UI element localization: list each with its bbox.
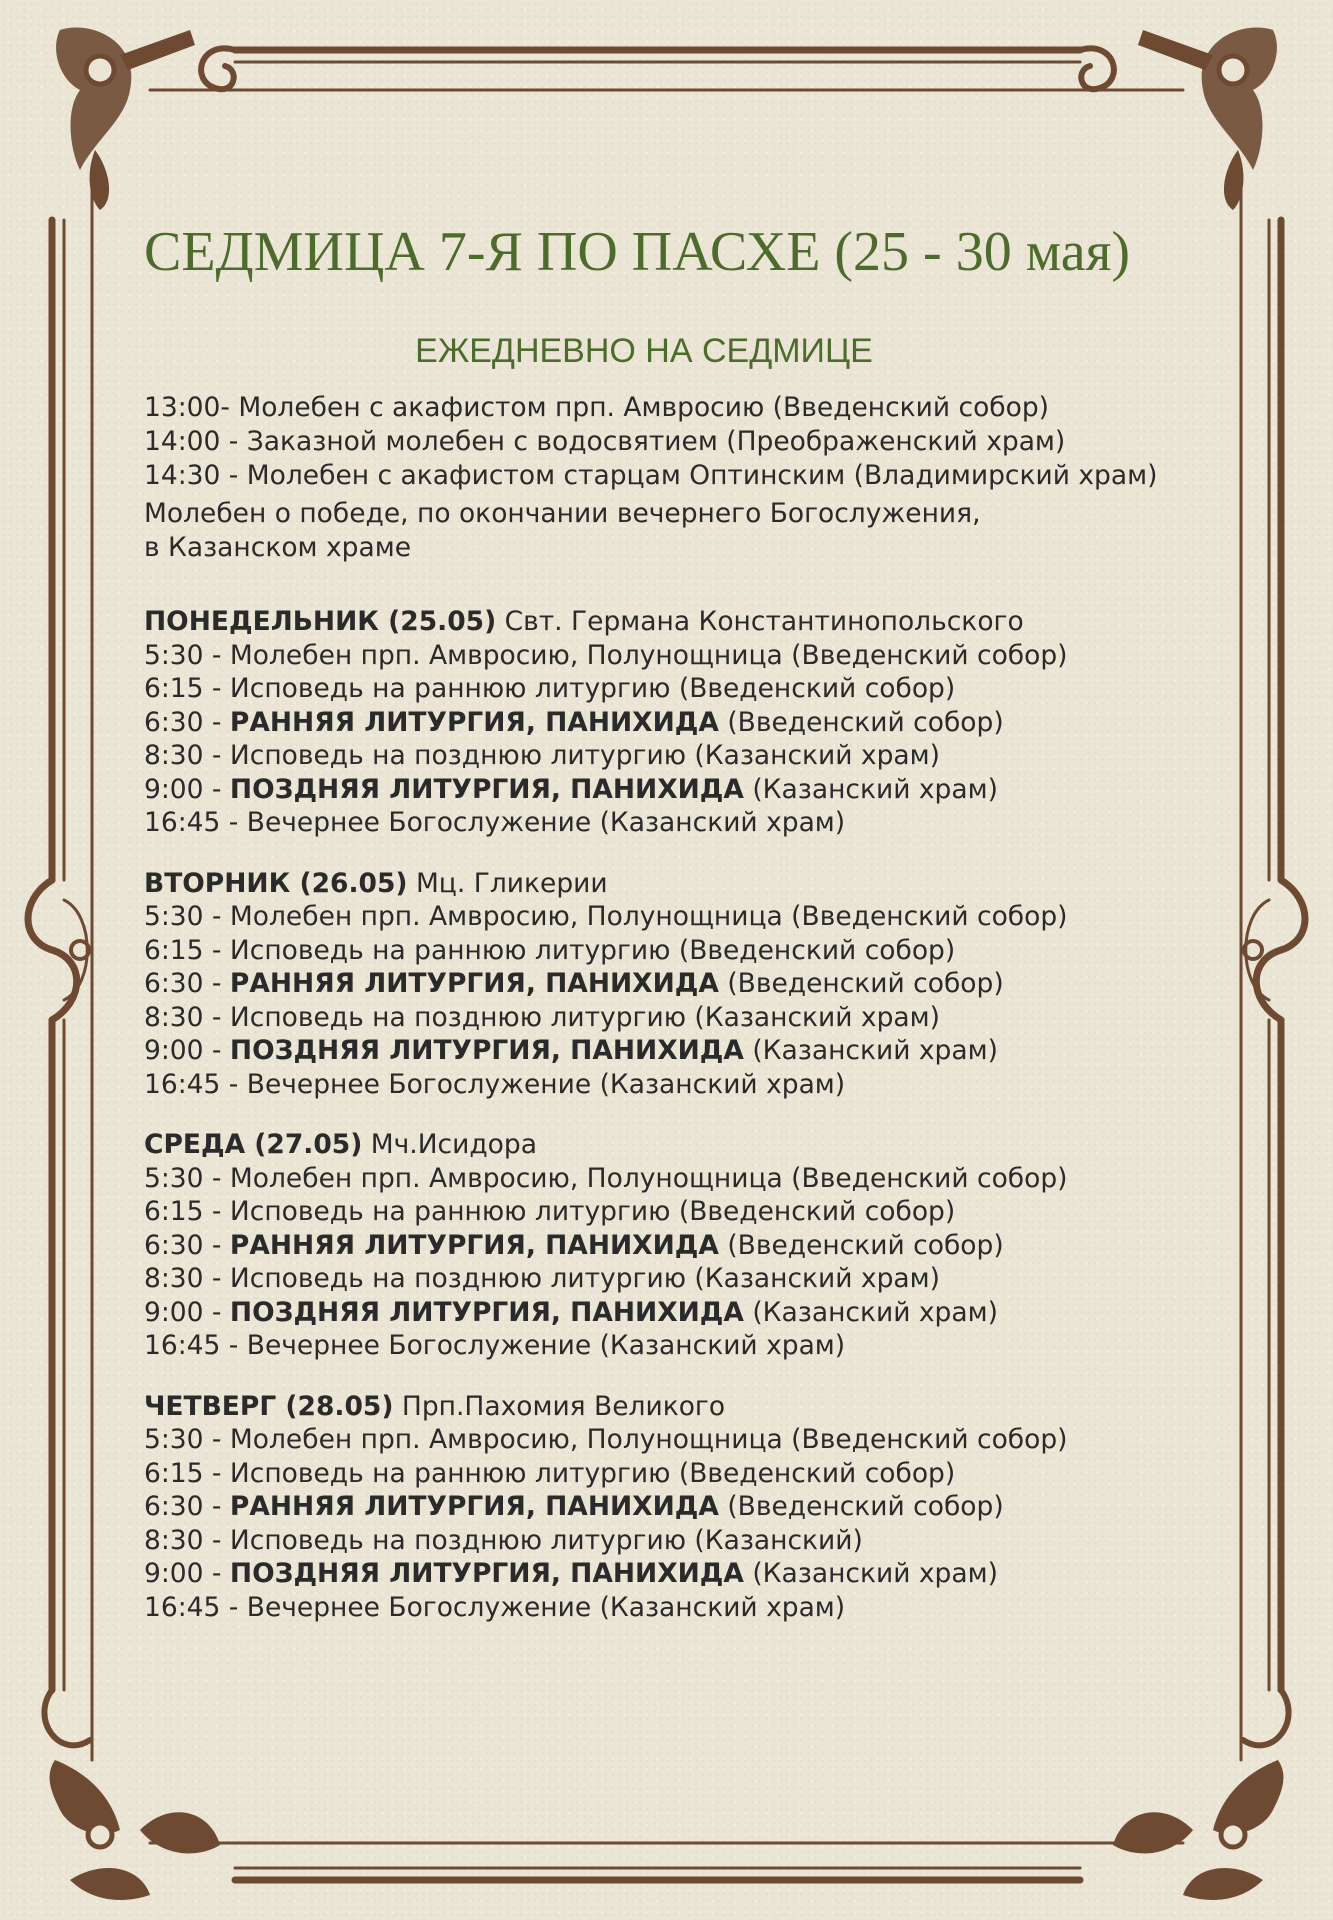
day-block-monday — [144, 605, 1224, 840]
service-line: 16:45 - Вечернее Богослужение (Казанский храм) — [144, 1068, 846, 1100]
service-line: 6:30 - РАННЯЯ ЛИТУРГИЯ, ПАНИХИДА (Введенский собор) — [144, 706, 1004, 738]
day-heading — [144, 1390, 1224, 1424]
day-name: ЧЕТВЕРГ (28.05) — [144, 1390, 394, 1422]
service-line: 9:00 - ПОЗДНЯЯ ЛИТУРГИЯ, ПАНИХИДА (Казанский храм) — [144, 1035, 998, 1066]
page-title: СЕДМИЦА 7-Я ПО ПАСХЕ (25 - 30 мая) — [144, 221, 1131, 283]
daily-item: 14:30 - Молебен с акафистом старцам Оптинским (Владимирский храм) — [144, 460, 1158, 491]
service-line: 5:30 - Молебен прп. Амвросию, Полунощница (Введенский собор) — [144, 901, 1068, 932]
daily-note-line: Молебен о победе, по окончании вечернего Богослужения, — [144, 498, 981, 529]
service-line: 8:30 - Исповедь на позднюю литургию (Казанский храм) — [144, 1001, 940, 1033]
day-heading — [144, 867, 1224, 901]
day-heading — [144, 1128, 1224, 1162]
service-line: 6:15 - Исповедь на раннюю литургию (Введенский собор) — [144, 934, 956, 966]
day-saint: Свт. Германа Константинопольского — [496, 606, 1024, 637]
service-line: 16:45 - Вечернее Богослужение (Казанский храм) — [144, 807, 846, 838]
daily-note-line: в Казанском храме — [144, 532, 411, 563]
service-line: 8:30 - Исповедь на позднюю литургию (Казанский) — [144, 1524, 863, 1556]
service-line: 9:00 - ПОЗДНЯЯ ЛИТУРГИЯ, ПАНИХИДА (Казанский храм) — [144, 1558, 998, 1589]
service-line: 6:30 - РАННЯЯ ЛИТУРГИЯ, ПАНИХИДА (Введенский собор) — [144, 1491, 1004, 1522]
service-line: 6:15 - Исповедь на раннюю литургию (Введенский собор) — [144, 673, 956, 704]
day-block-wednesday — [144, 1128, 1224, 1363]
service-line: 6:15 - Исповедь на раннюю литургию (Введенский собор) — [144, 1457, 956, 1489]
service-line: 5:30 - Молебен прп. Амвросию, Полунощница (Введенский собор) — [144, 639, 1068, 671]
day-block-thursday — [144, 1390, 1224, 1625]
daily-schedule — [144, 391, 1224, 565]
service-line: 8:30 - Исповедь на позднюю литургию (Казанский храм) — [144, 1263, 940, 1294]
day-name: СРЕДА (27.05) — [144, 1129, 363, 1160]
service-line: 6:15 - Исповедь на раннюю литургию (Введенский собор) — [144, 1196, 956, 1227]
day-saint: Прп.Пахомия Великого — [393, 1390, 726, 1422]
day-name: ПОНЕДЕЛЬНИК (25.05) — [144, 606, 497, 637]
service-line: 8:30 - Исповедь на позднюю литургию (Казанский храм) — [144, 740, 940, 771]
daily-heading: ЕЖЕДНЕВНО НА СЕДМИЦЕ — [415, 332, 873, 370]
service-line: 9:00 - ПОЗДНЯЯ ЛИТУРГИЯ, ПАНИХИДА (Казанский храм) — [144, 773, 998, 805]
service-line: 5:30 - Молебен прп. Амвросию, Полунощница (Введенский собор) — [144, 1162, 1068, 1194]
day-block-tuesday — [144, 867, 1224, 1102]
day-name: ВТОРНИК (26.05) — [144, 867, 408, 899]
day-saint: Мч.Исидора — [362, 1129, 537, 1160]
service-line: 16:45 - Вечернее Богослужение (Казанский храм) — [144, 1591, 846, 1623]
service-line: 6:30 - РАННЯЯ ЛИТУРГИЯ, ПАНИХИДА (Введенский собор) — [144, 968, 1004, 999]
daily-item: 14:00 - Заказной молебен с водосвятием (Преображенский храм) — [144, 426, 1066, 457]
day-saint: Мц. Гликерии — [407, 867, 608, 899]
day-heading — [144, 605, 1224, 639]
service-line: 5:30 - Молебен прп. Амвросию, Полунощница (Введенский собор) — [144, 1424, 1068, 1455]
daily-item: 13:00- Молебен с акафистом прп. Амвросию (Введенский собор) — [144, 392, 1050, 423]
service-line: 9:00 - ПОЗДНЯЯ ЛИТУРГИЯ, ПАНИХИДА (Казанский храм) — [144, 1296, 998, 1328]
service-line: 16:45 - Вечернее Богослужение (Казанский храм) — [144, 1330, 846, 1361]
schedule-content — [144, 200, 1224, 1624]
service-line: 6:30 - РАННЯЯ ЛИТУРГИЯ, ПАНИХИДА (Введенский собор) — [144, 1229, 1004, 1261]
